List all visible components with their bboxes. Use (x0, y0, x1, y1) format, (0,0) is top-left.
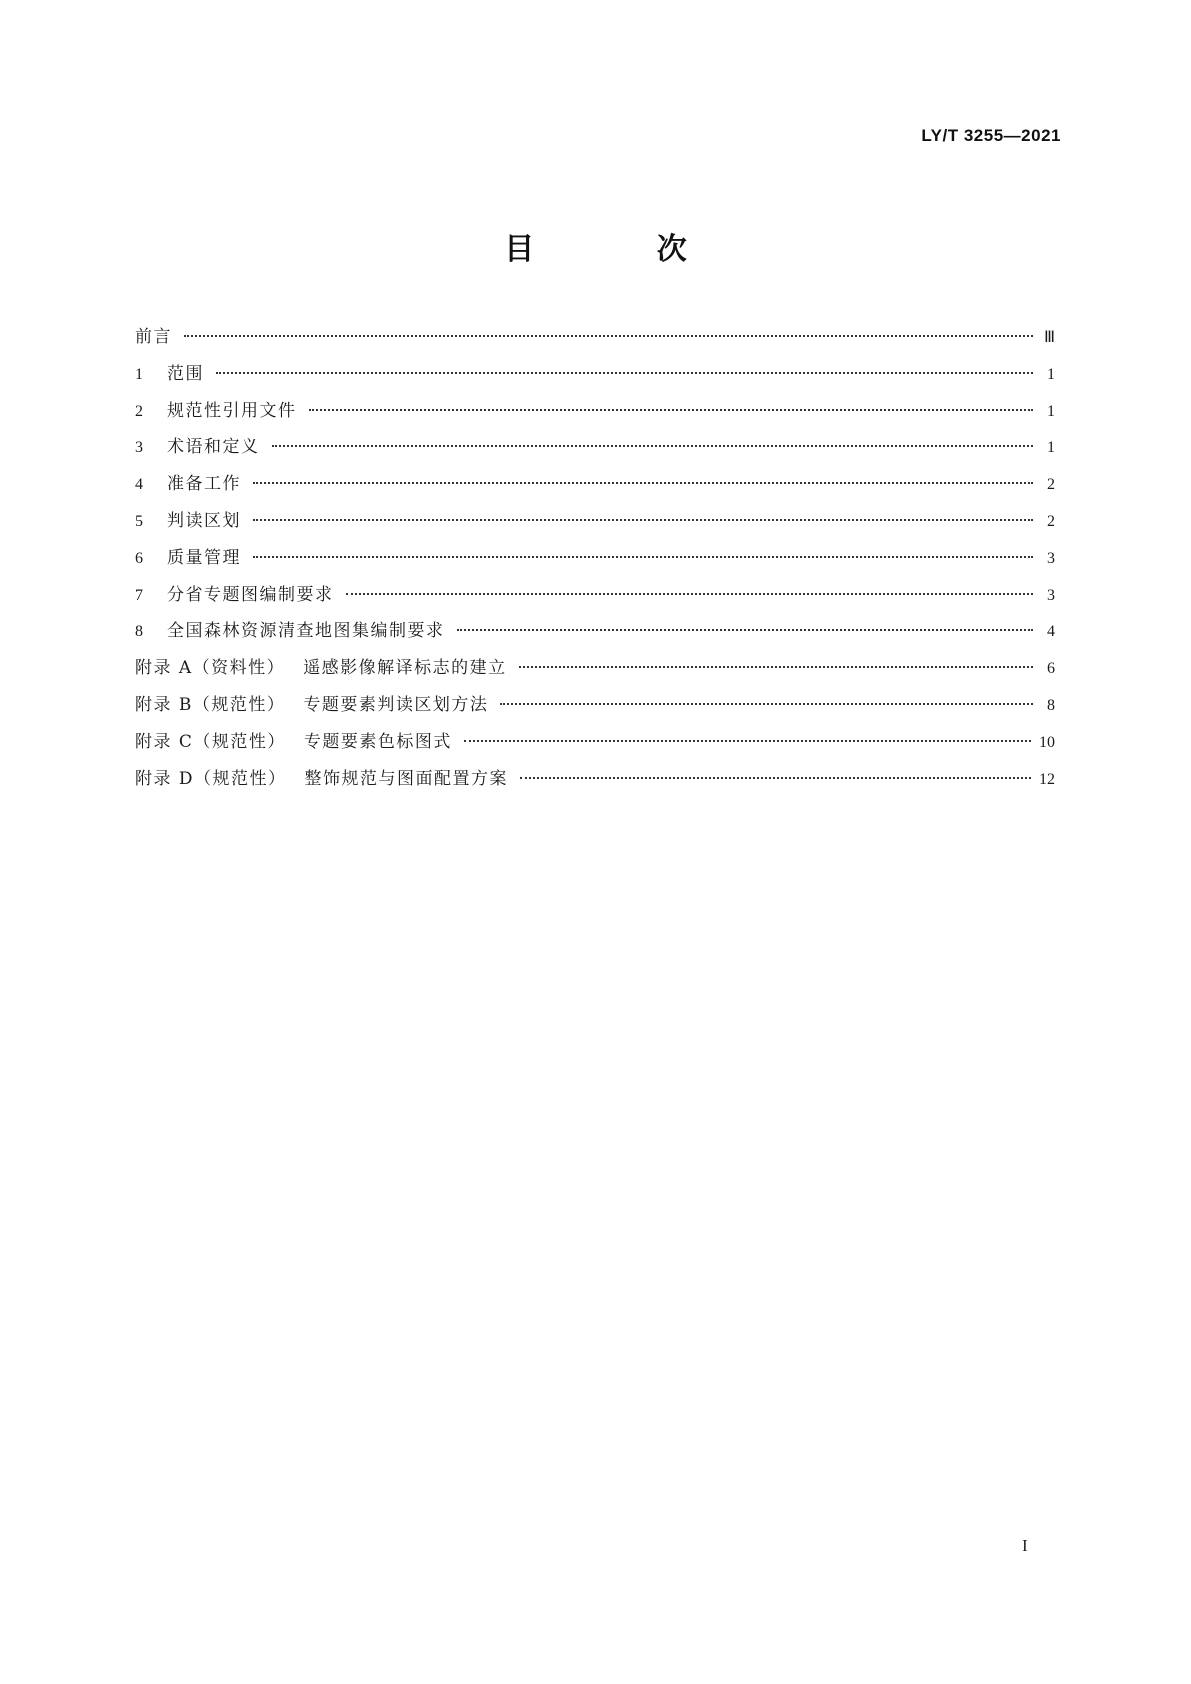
page-title: 目 次 (504, 232, 743, 267)
toc-entry-8[interactable] (135, 616, 1055, 653)
toc-entry-number: 3 (135, 439, 143, 457)
toc-entry-page: 8 (1047, 696, 1055, 714)
toc-entry-5[interactable] (135, 506, 1055, 543)
toc-entry-page: 2 (1047, 476, 1055, 494)
toc-entry-7[interactable] (135, 580, 1055, 617)
toc-entry-label: 质量管理 (167, 547, 241, 568)
standard-code: LY/T 3255—2021 (921, 126, 1061, 145)
toc-entry-label: 前言 (135, 327, 172, 347)
toc-leader-dots (253, 556, 1033, 558)
toc-entry-number: 8 (135, 623, 143, 641)
toc-entry-2[interactable] (135, 396, 1055, 433)
toc-appendix-prefix: 附录 B（规范性） (135, 694, 286, 715)
toc-entry-1[interactable] (135, 359, 1055, 396)
toc-entry-label: 分省专题图编制要求 (167, 584, 334, 605)
toc-entry-page: 1 (1047, 439, 1055, 457)
toc-entry-number: 5 (135, 512, 143, 530)
toc-entry-3[interactable] (135, 432, 1055, 469)
toc-entry-label: 整饰规范与图面配置方案 (304, 768, 509, 789)
toc-entry-label: 判读区划 (167, 510, 241, 531)
toc-entry-page: 1 (1047, 402, 1055, 420)
toc-entry-page: Ⅲ (1043, 329, 1055, 346)
toc-leader-dots (519, 666, 1033, 668)
toc-entry-label: 专题要素色标图式 (303, 731, 452, 752)
toc-entry-appendix-c[interactable] (135, 727, 1055, 764)
toc-leader-dots (253, 482, 1033, 484)
toc-entry-page: 10 (1039, 733, 1055, 751)
toc-entry-4[interactable] (135, 469, 1055, 506)
toc-entry-label: 专题要素判读区划方法 (303, 694, 489, 715)
toc-entry-label: 范围 (167, 363, 204, 384)
toc-entry-appendix-d[interactable] (135, 764, 1055, 801)
toc-leader-dots (216, 372, 1033, 374)
toc-entry-label: 规范性引用文件 (167, 400, 297, 421)
toc-entry-page: 12 (1039, 770, 1055, 788)
toc-leader-dots (184, 335, 1033, 337)
toc-entry-foreword[interactable] (135, 322, 1055, 359)
toc-entry-appendix-b[interactable] (135, 690, 1055, 727)
toc-leader-dots (520, 777, 1031, 779)
toc-entry-number: 1 (135, 365, 143, 383)
toc-leader-dots (457, 629, 1034, 631)
toc-leader-dots (464, 740, 1031, 742)
toc-entry-number: 4 (135, 476, 143, 494)
toc-entry-label: 准备工作 (167, 474, 241, 495)
toc-entry-page: 3 (1047, 586, 1055, 604)
toc-entry-page: 4 (1047, 623, 1055, 641)
toc-leader-dots (500, 703, 1033, 705)
toc-appendix-prefix: 附录 D（规范性） (135, 768, 287, 789)
toc-leader-dots (309, 409, 1034, 411)
toc-entry-6[interactable] (135, 543, 1055, 580)
toc-entry-page: 3 (1047, 549, 1055, 567)
page-number: I (1022, 1536, 1028, 1555)
toc-appendix-prefix: 附录 A（资料性） (135, 658, 286, 679)
toc-entry-number: 7 (135, 586, 143, 604)
toc-entry-number: 6 (135, 549, 143, 567)
toc-entry-page: 1 (1047, 365, 1055, 383)
toc-entry-page: 6 (1047, 660, 1055, 678)
table-of-contents (135, 322, 1055, 800)
toc-leader-dots (253, 519, 1033, 521)
toc-entry-page: 2 (1047, 512, 1055, 530)
toc-entry-number: 2 (135, 402, 143, 420)
toc-entry-appendix-a[interactable] (135, 653, 1055, 690)
toc-entry-label: 遥感影像解译标志的建立 (303, 658, 507, 679)
toc-appendix-prefix: 附录 C（规范性） (135, 731, 286, 752)
toc-leader-dots (346, 593, 1034, 595)
toc-entry-label: 术语和定义 (167, 437, 260, 458)
toc-leader-dots (272, 445, 1034, 447)
toc-entry-label: 全国森林资源清查地图集编制要求 (167, 621, 445, 642)
